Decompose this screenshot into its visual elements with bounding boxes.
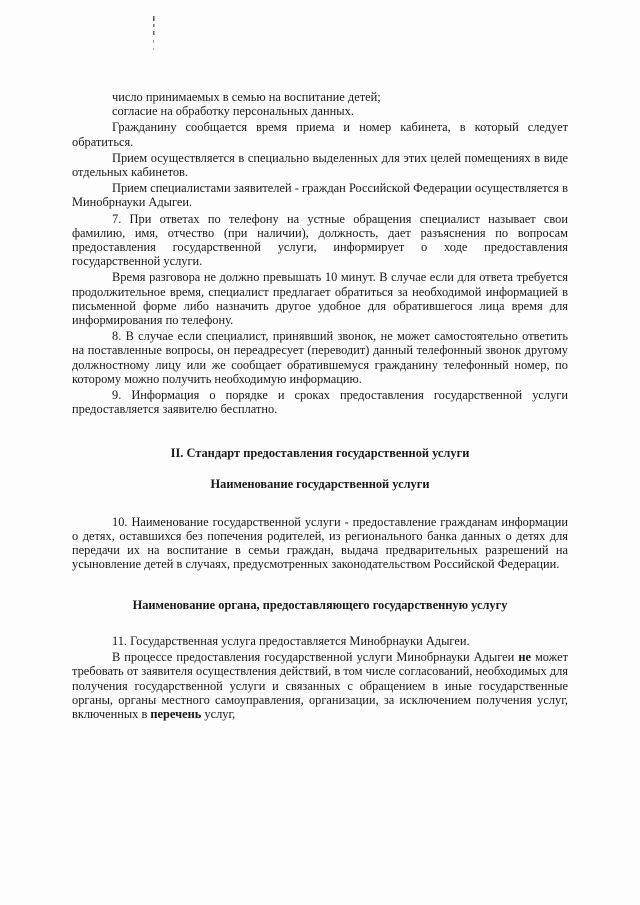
paragraph: Время разговора не должно превышать 10 минут. В случае если для ответа требуется продолжительное время, специалист предлагает обратиться за необходимой информацией в письменной форме либо назначить другое удобное для обратившегося лица время для информирования по телефону. (72, 270, 568, 328)
paragraph-last (72, 650, 568, 721)
paragraph: Прием специалистами заявителей - граждан Российской Федерации осуществляется в Минобрнауки Адыгеи. (72, 181, 568, 210)
paragraph: 8. В случае если специалист, принявший звонок, не может самостоятельно ответить на поставленные вопросы, он переадресует (переводит) данный телефонный звонок другому должностному лицу или же сообщает обратившемуся гражданину телефонный номер, по которому можно получить необходимую информацию. (72, 329, 568, 386)
paragraph-11: 11. Государственная услуга предоставляется Минобрнауки Адыгеи. (112, 633, 470, 648)
paragraph: Прием осуществляется в специально выделенных для этих целей помещениях в виде отдельных кабинетов. (72, 150, 568, 180)
section-heading: II. Стандарт предоставления государственной услуги (170, 446, 470, 461)
paragraph-last-bold2: перечень (150, 706, 202, 721)
paragraph-last-part2: может требовать от заявителя осуществления действий, в том числе согласований, необходимых для получения государственной услуги и связанных с обращением в иные государственные органы, органы местного самоуправления, организации, за исключением получения услуг, включенных в (72, 650, 568, 721)
subheading-service-name: Наименование государственной услуги (210, 476, 430, 491)
paragraph: Гражданину сообщается время приема и номер кабинета, в который следует обратиться. (72, 120, 568, 149)
document-body (72, 90, 568, 721)
paragraph: число принимаемых в семью на воспитание детей; (112, 90, 381, 104)
scan-marks (151, 14, 157, 54)
paragraph-10: 10. Наименование государственной услуги - предоставление гражданам информации о детях, оставшихся без попечения родителей, из регионального банка данных о детях для передачи их на воспитание в семьи граждан, выдача предварительных разрешений на усыновление детей в случаях, предусмотренных законодательством Российской Федерации. (72, 514, 568, 572)
paragraph-last-part1: В процессе предоставления государственной услуги Минобрнауки Адыгеи (112, 650, 519, 665)
paragraph: 9. Информация о порядке и сроках предоставления государственной услуги предоставляется заявителю бесплатно. (72, 388, 568, 417)
subheading-organ: Наименование органа, предоставляющего государственную услугу (132, 597, 508, 612)
paragraph-last-bold1: не (518, 650, 531, 665)
paragraph-last-part3: услуг, (201, 706, 236, 721)
paragraph: согласие на обработку персональных данных. (112, 104, 354, 119)
paragraph: 7. При ответах по телефону на устные обращения специалист называет свои фамилию, имя, отчество (при наличии), должность, дает разъяснения по вопросам предоставления государственной услуги, информирует о ходе предоставления государственной услуги. (72, 211, 568, 269)
